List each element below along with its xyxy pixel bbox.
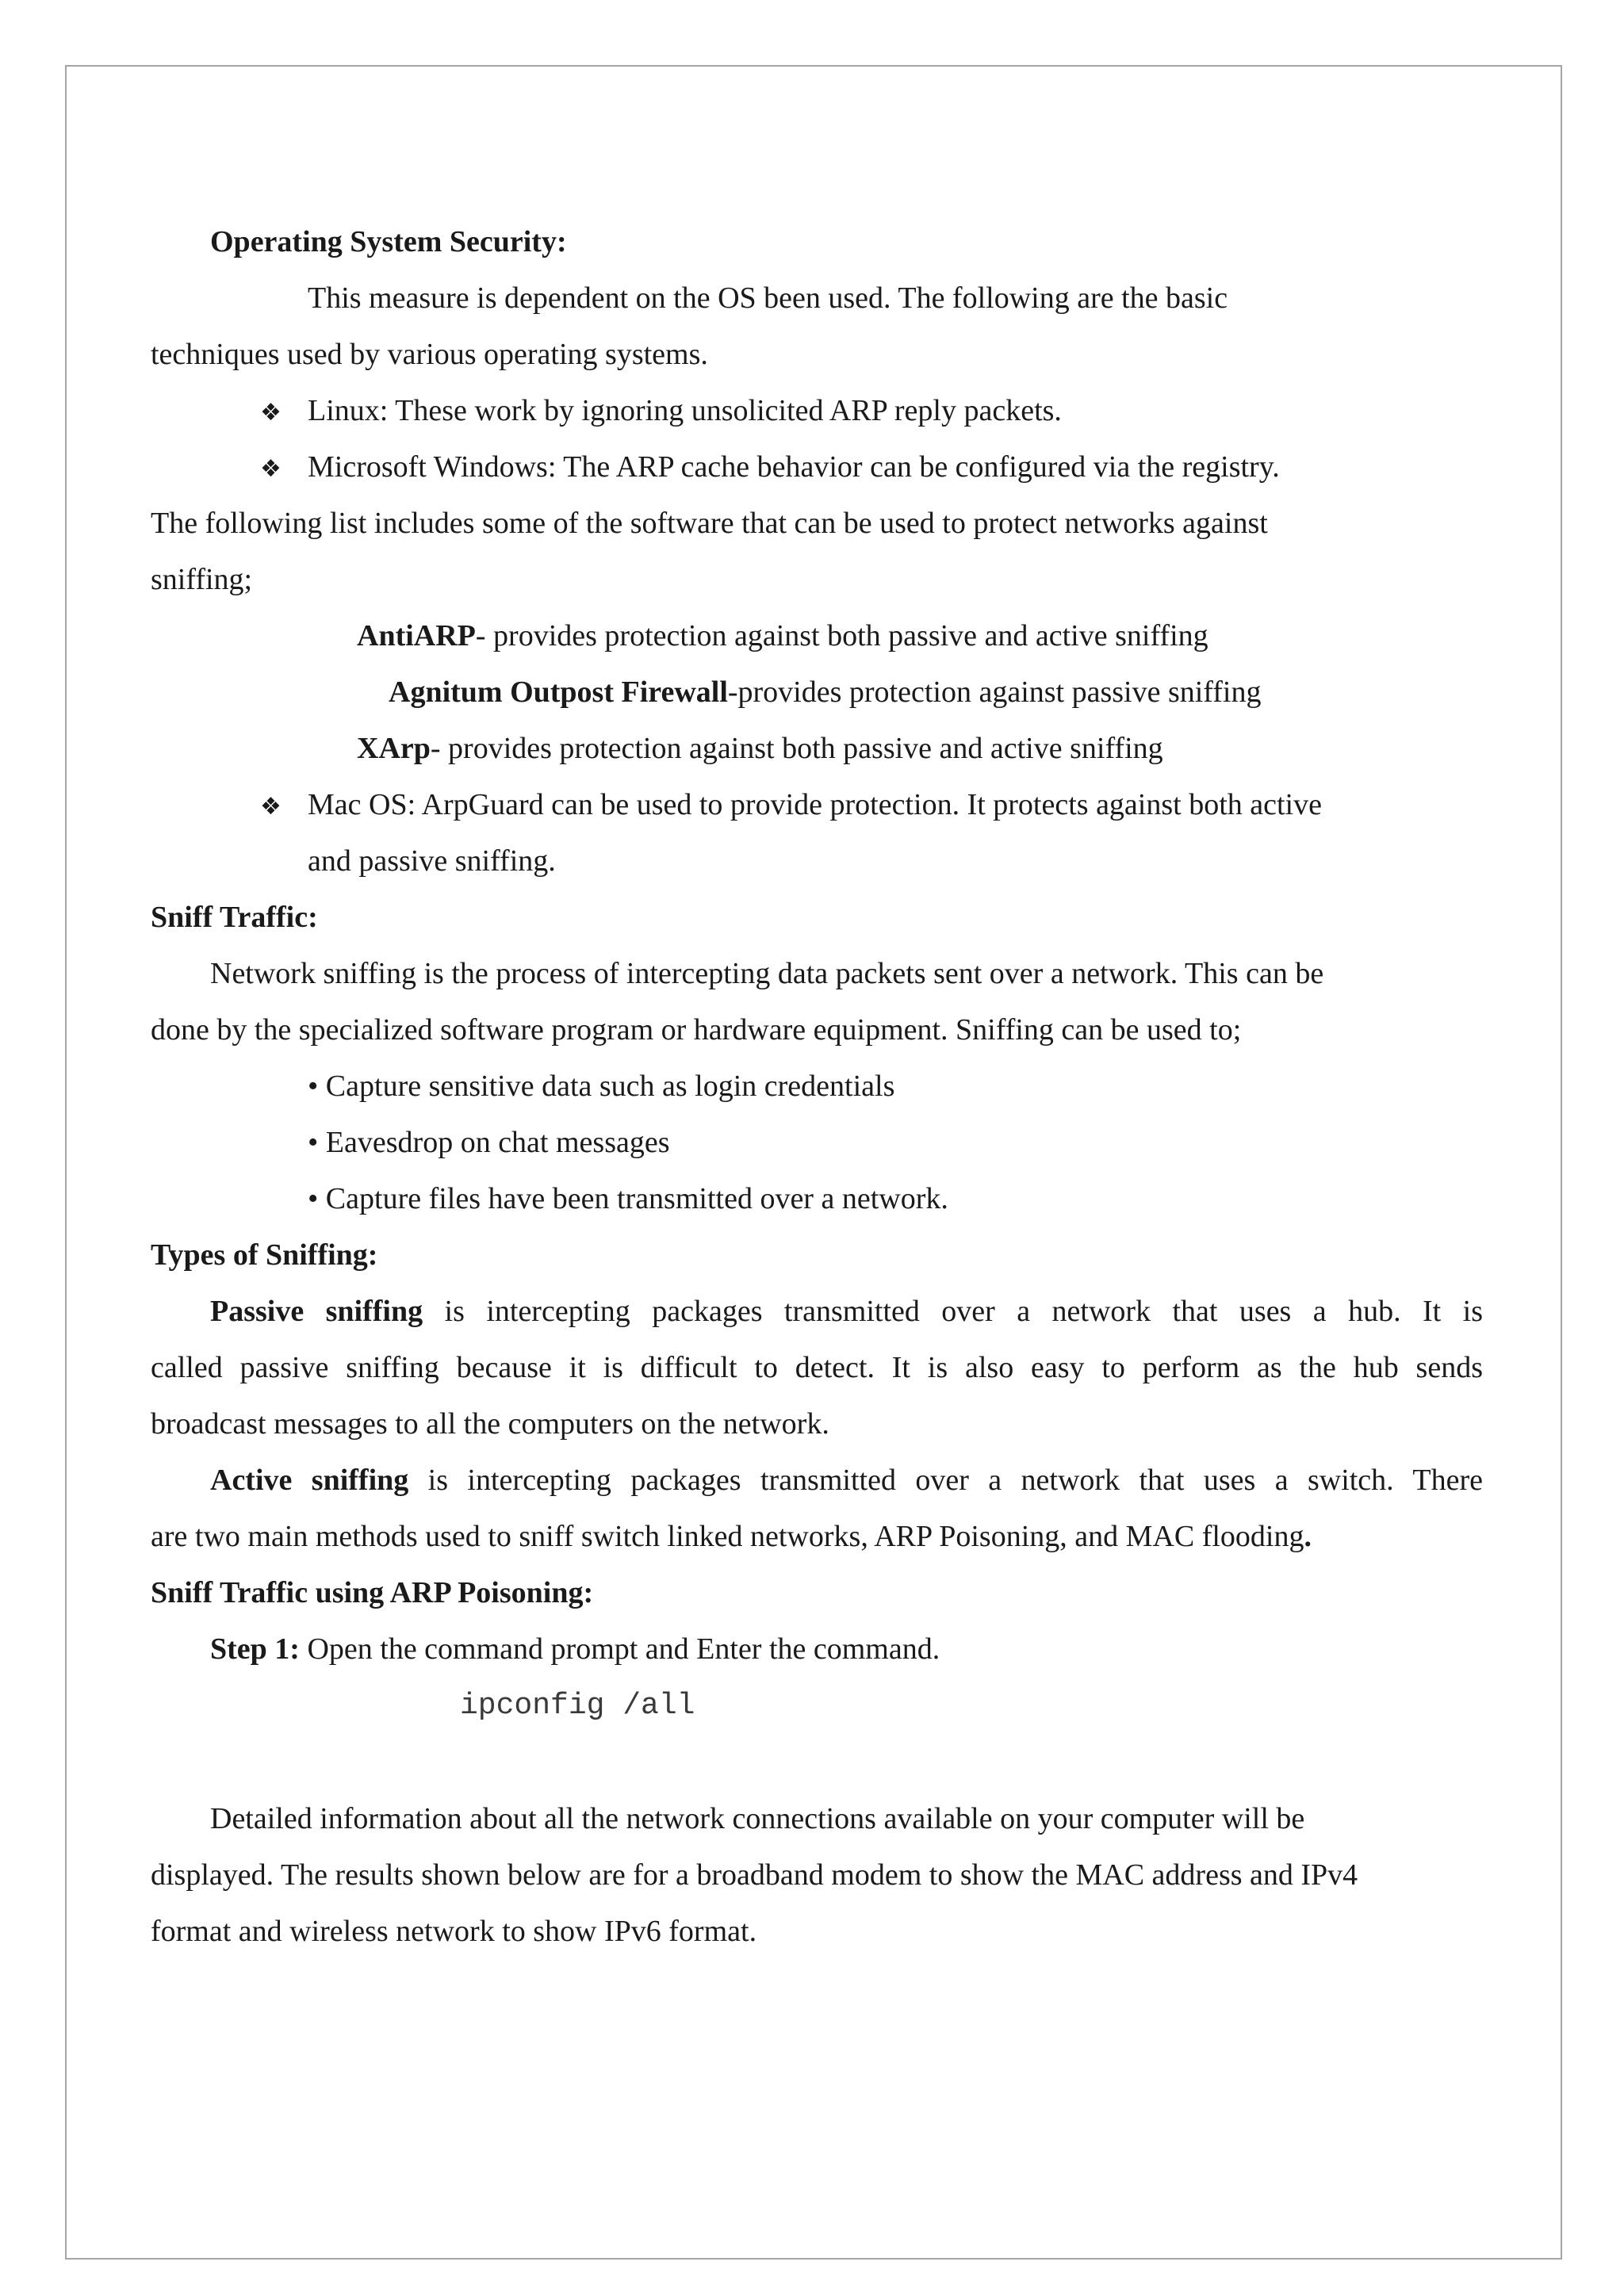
step-line: Step 1: Open the command prompt and Enter the command. — [210, 1632, 940, 1666]
diamond-bullet-icon: ❖ — [260, 455, 282, 483]
paragraph-line: techniques used by various operating systems. — [151, 338, 708, 371]
heading-os-security: Operating System Security: — [210, 225, 567, 258]
document-body — [151, 214, 1483, 1960]
heading-arp-poisoning: Sniff Traffic using ARP Poisoning: — [151, 1576, 594, 1609]
paragraph-line: displayed. The results shown below are for a broadband modem to show the MAC address and IPv4 — [151, 1858, 1358, 1892]
list-item: • Capture files have been transmitted over a network. — [308, 1182, 948, 1215]
paragraph-line: The following list includes some of the software that can be used to protect networks against — [151, 507, 1268, 540]
diamond-bullet-icon: ❖ — [260, 793, 282, 821]
heading-types-of-sniffing: Types of Sniffing: — [151, 1238, 378, 1272]
paragraph-line: Network sniffing is the process of intercepting data packets sent over a network. This can be — [210, 957, 1324, 990]
spacer — [151, 1734, 1483, 1791]
command-text: ipconfig /all — [460, 1689, 695, 1723]
paragraph-line: called passive sniffing because it is difficult to detect. It is also easy to perform as the hub sends — [151, 1351, 1483, 1384]
paragraph-line: This measure is dependent on the OS been used. The following are the basic — [308, 281, 1228, 315]
paragraph-line: are two main methods used to sniff switch linked networks, ARP Poisoning, and MAC flooding. — [151, 1520, 1312, 1553]
list-item-linux: ❖ Linux: These work by ignoring unsolicited ARP reply packets. — [151, 383, 1483, 439]
paragraph-line: Detailed information about all the network connections available on your computer will be — [210, 1802, 1305, 1835]
list-item-windows: ❖ Microsoft Windows: The ARP cache behavior can be configured via the registry. — [151, 439, 1483, 496]
tool-item-antiarp: AntiARP- provides protection against both passive and active sniffing — [357, 619, 1208, 652]
list-item: • Eavesdrop on chat messages — [308, 1126, 670, 1159]
paragraph-line: sniffing; — [151, 563, 253, 596]
tool-item-xarp: XArp- provides protection against both passive and active sniffing — [357, 732, 1163, 765]
tool-item-agnitum: Agnitum Outpost Firewall-provides protection against passive sniffing — [389, 675, 1262, 709]
paragraph-line: broadcast messages to all the computers on the network. — [151, 1407, 829, 1441]
heading-sniff-traffic: Sniff Traffic: — [151, 901, 318, 934]
paragraph-line: Passive sniffing is intercepting packages transmitted over a network that uses a hub. It is — [210, 1295, 1483, 1328]
list-item-macos-continued: and passive sniffing. — [308, 844, 556, 878]
diamond-bullet-icon: ❖ — [260, 399, 282, 427]
paragraph-line: Active sniffing is intercepting packages transmitted over a network that uses a switch. There — [210, 1464, 1483, 1497]
list-item-macos: ❖ Mac OS: ArpGuard can be used to provide protection. It protects against both active — [151, 777, 1483, 833]
paragraph-line: format and wireless network to show IPv6 format. — [151, 1915, 757, 1948]
list-item: • Capture sensitive data such as login credentials — [308, 1070, 895, 1103]
paragraph-line: done by the specialized software program or hardware equipment. Sniffing can be used to; — [151, 1013, 1242, 1047]
